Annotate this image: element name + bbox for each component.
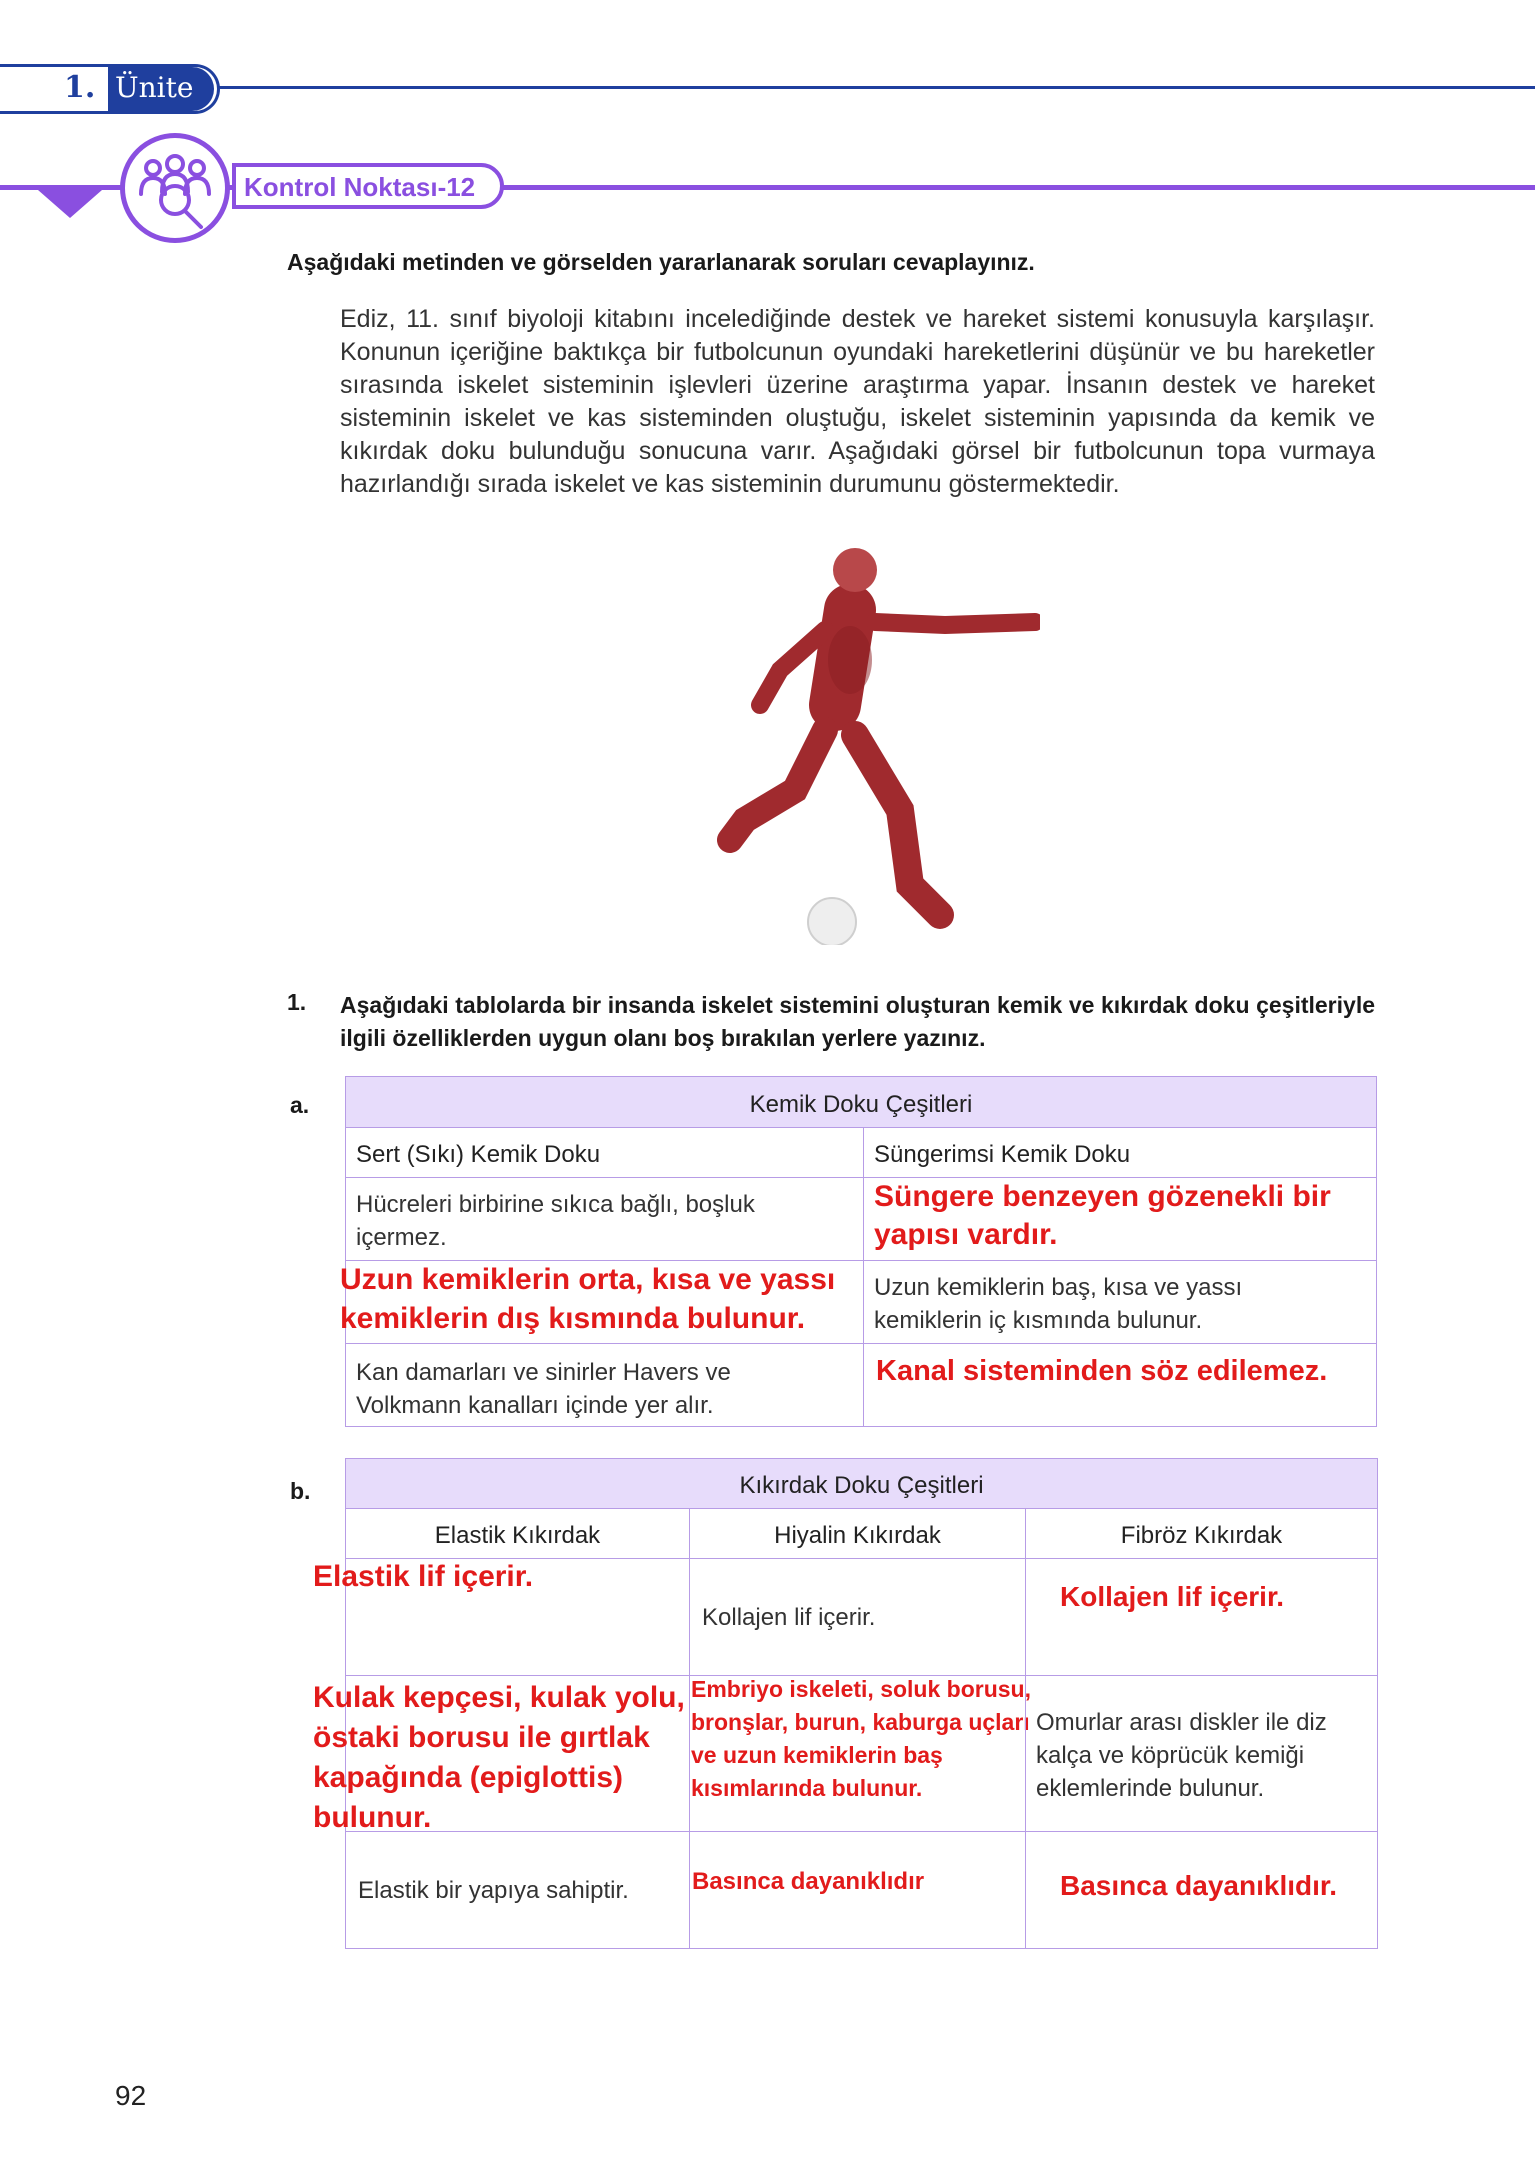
table-b-title: Kıkırdak Doku Çeşitleri [739,1472,984,1499]
table-a-r1c2 [863,1177,1377,1261]
table-a-col2-label: Süngerimsi Kemik Doku [874,1141,1131,1168]
people-search-icon [120,133,230,243]
table-b-col1-label: Elastik Kıkırdak [434,1522,601,1549]
table-b-r3c2-answer: Basınca dayanıklıdır [692,1868,925,1895]
unit-divider-line [200,86,1535,89]
table-a-r1c1 [345,1177,864,1261]
table-a-r3c1 [345,1343,864,1427]
table-a-r2c2-text: Uzun kemiklerin baş, kısa ve yassı kemiklerin iç kısmında bulunur. [874,1274,1243,1334]
table-b-r1c1-answer: Elastik lif içerir. [313,1560,534,1593]
table-b-r1c2-text: Kollajen lif içerir. [702,1604,876,1631]
table-b-r3c2 [689,1831,1026,1949]
table-b-title-cell [345,1458,1378,1509]
table-b-r3c3-answer: Basınca dayanıklıdır. [1060,1870,1338,1901]
table-b-r1c3-answer: Kollajen lif içerir. [1060,1581,1285,1612]
table-b-r1c3 [1025,1558,1378,1676]
table-b-r3c1-text: Elastik bir yapıya sahiptir. [358,1877,629,1904]
table-b-col3-label: Fibröz Kıkırdak [1120,1522,1283,1549]
section-title: Kontrol Noktası-12 [244,172,476,202]
table-a-col1-label: Sert (Sıkı) Kemik Doku [356,1141,601,1168]
unit-number: 1. [64,70,96,105]
table-b-r3c3 [1025,1831,1378,1949]
table-b-col3-header [1025,1508,1378,1559]
table-a-r2c2 [863,1260,1377,1344]
unit-label: Ünite [115,71,194,104]
intro-paragraph: Ediz, 11. sınıf biyoloji kitabını incelediğinde destek ve hareket sistemi konusuyla karşılaşır. Konunun içeriğine baktıkça bir futbolcunun oyundaki hareketlerini düşünür ve bu hareketler sırasında iskelet sisteminin işlevleri üzerine araştırma yapar. İnsanın destek ve hareket sisteminin iskelet ve kas sisteminden oluştuğu, iskelet sisteminin yapısında da kemik ve kıkırdak doku bulunduğu sonucuna varır. Aşağıdaki görsel bir futbolcunun topa vurmaya hazırlandığı sırada iskelet ve kas sisteminin durumunu göstermektedir. [340,305,1375,498]
table-b-r3c1 [345,1831,690,1949]
table-b-col2-label: Hiyalin Kıkırdak [774,1522,941,1549]
table-b-r2c2-answer: Embriyo iskeleti, soluk borusu, bronşlar, burun, kaburga uçları ve uzun kemiklerin baş kısımlarında bulunur. [691,1676,1031,1801]
question-text: Aşağıdaki tablolarda bir insanda iskelet sistemini oluşturan kemik ve kıkırdak doku çeşitleriyle ilgili özelliklerden uygun olanı boş bırakılan yerlere yazınız. [340,992,1375,1051]
table-b-label: b. [290,1478,311,1504]
table-b-col1-header [345,1508,690,1559]
table-a-r2c1-answer: Uzun kemiklerin orta, kısa ve yassı kemiklerin dış kısmında bulunur. [340,1263,836,1335]
table-b-r1c2 [689,1558,1026,1676]
table-a-title: Kemik Doku Çeşitleri [749,1091,973,1118]
table-a-title-cell [345,1076,1377,1128]
section-marker-triangle [38,190,102,218]
section-divider-line [0,185,1535,190]
table-a-r1c1-text: Hücreleri birbirine sıkıca bağlı, boşluk içermez. [356,1191,755,1251]
question-number: 1. [287,989,307,1015]
table-a-r1c2-answer: Süngere benzeyen gözenekli bir yapısı vardır. [874,1180,1331,1251]
table-a-r3c1-text: Kan damarları ve sinirler Havers ve Volkmann kanalları içinde yer alır. [356,1359,731,1419]
table-b-col2-header [689,1508,1026,1559]
table-b-r2c3 [1025,1675,1378,1832]
table-a-col1-header [345,1127,864,1178]
table-b-r2c3-text: Omurlar arası diskler ile diz kalça ve köprücük kemiği eklemlerinde bulunur. [1036,1709,1327,1802]
table-b-r2c1-answer: Kulak kepçesi, kulak yolu, östaki borusu ile gırtlak kapağında (epiglottis) bulunur. [313,1681,685,1834]
table-a-label: a. [290,1092,310,1118]
page-number: 92 [115,2080,147,2111]
table-a-r3c2-answer: Kanal sisteminden söz edilemez. [876,1355,1328,1387]
table-a-col2-header [863,1127,1377,1178]
footballer-muscle-illustration [685,530,1040,945]
instruction-text: Aşağıdaki metinden ve görselden yararlanarak soruları cevaplayınız. [287,249,1035,275]
